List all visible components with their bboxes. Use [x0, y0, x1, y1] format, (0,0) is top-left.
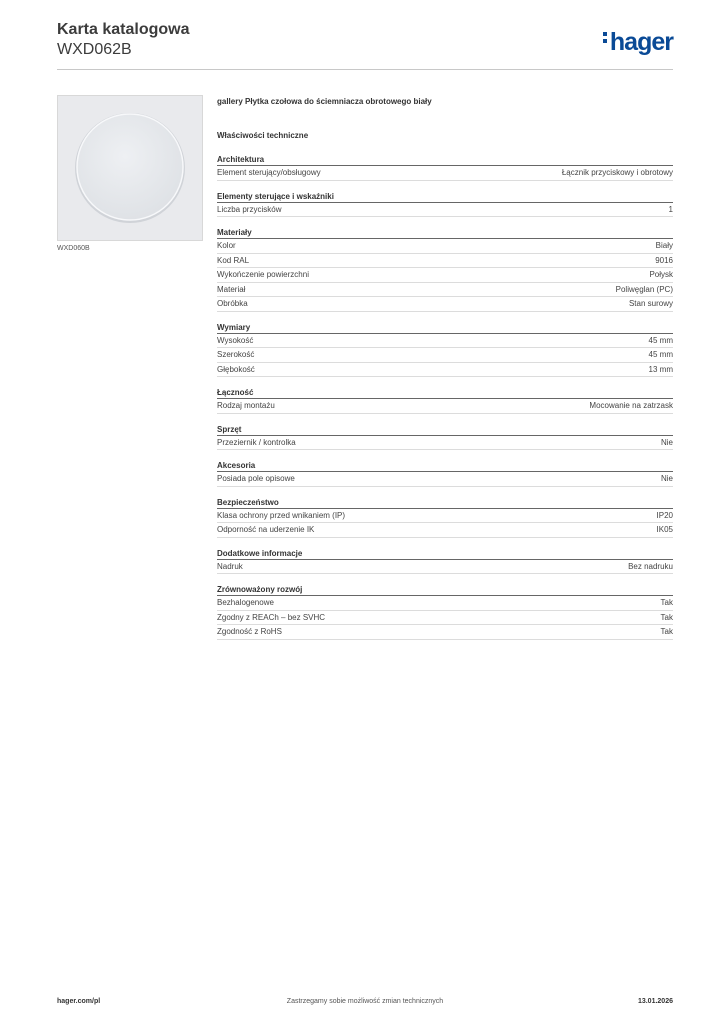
spec-label: Element sterujący/obsługowy	[217, 168, 321, 177]
section-title: Bezpieczeństwo	[217, 498, 673, 509]
spec-value: Nie	[660, 474, 673, 483]
spec-value: Połysk	[649, 270, 673, 279]
section-title: Wymiary	[217, 323, 673, 334]
section-title: Materiały	[217, 228, 673, 239]
spec-label: Materiał	[217, 284, 246, 294]
spec-row	[217, 596, 673, 611]
spec-row	[217, 363, 673, 378]
spec-value: Stan surowy	[628, 299, 673, 308]
spec-label: Wysokość	[217, 335, 254, 345]
spec-sections	[217, 155, 673, 640]
spec-value: Mocowanie na zatrzask	[589, 401, 673, 410]
section-title: Akcesoria	[217, 461, 673, 472]
spec-row	[217, 560, 673, 575]
spec-row	[217, 166, 673, 181]
spec-section	[217, 498, 673, 538]
spec-section	[217, 585, 673, 640]
spec-row	[217, 625, 673, 640]
product-image	[57, 95, 203, 241]
product-code: WXD062B	[57, 41, 132, 58]
spec-row	[217, 348, 673, 363]
section-title: Elementy sterujące i wskaźniki	[217, 192, 673, 203]
spec-value: IK05	[656, 525, 673, 534]
spec-section	[217, 549, 673, 575]
spec-row	[217, 399, 673, 414]
footer-date: 13.01.2026	[637, 998, 673, 1005]
spec-row	[217, 283, 673, 298]
document-title: Karta katalogowa	[57, 21, 190, 38]
spec-label: Zgodny z REACh – bez SVHC	[217, 612, 326, 622]
spec-content	[217, 96, 673, 640]
spec-label: Kolor	[217, 241, 236, 250]
section-title: Zrównoważony rozwój	[217, 585, 673, 596]
footer-disclaimer: Zastrzegamy sobie możliwość zmian technicznych	[286, 998, 444, 1005]
spec-value: 45 mm	[648, 350, 673, 359]
spec-label: Zgodność z RoHS	[217, 627, 282, 636]
spec-row	[217, 334, 673, 349]
tech-properties-title: Właściwości techniczne	[217, 131, 309, 140]
spec-label: Przeziernik / kontrolka	[217, 437, 296, 447]
spec-value: Tak	[660, 612, 673, 622]
spec-value: Bez nadruku	[628, 561, 673, 571]
spec-value: 13 mm	[648, 364, 673, 374]
logo-dots-icon	[603, 32, 608, 46]
spec-section	[217, 388, 673, 414]
spec-value: 45 mm	[648, 335, 673, 345]
spec-value: Poliwęglan (PC)	[615, 284, 673, 294]
spec-row	[217, 268, 673, 283]
section-title: Sprzęt	[217, 425, 673, 436]
spec-value: Tak	[660, 627, 673, 636]
spec-label: Rodzaj montażu	[217, 401, 275, 410]
document-header	[57, 20, 673, 70]
spec-value: Biały	[655, 241, 673, 250]
spec-value: 9016	[655, 255, 673, 265]
image-caption: WXD060B	[57, 245, 90, 252]
spec-label: Obróbka	[217, 299, 248, 308]
footer-website: hager.com/pl	[57, 998, 101, 1005]
section-title: Łączność	[217, 388, 673, 399]
spec-label: Kod RAL	[217, 255, 250, 265]
spec-value: Łącznik przyciskowy i obrotowy	[561, 168, 673, 177]
spec-value: 1	[668, 204, 673, 214]
spec-value: IP20	[656, 510, 673, 520]
spec-section	[217, 228, 673, 312]
spec-section	[217, 425, 673, 451]
spec-row	[217, 523, 673, 538]
spec-value: Tak	[660, 598, 673, 607]
spec-row	[217, 509, 673, 524]
spec-label: Klasa ochrony przed wnikaniem (IP)	[217, 510, 346, 520]
spec-row	[217, 254, 673, 269]
spec-row	[217, 203, 673, 218]
dimmer-plate-illustration	[58, 96, 202, 240]
spec-row	[217, 436, 673, 451]
spec-section	[217, 323, 673, 378]
spec-label: Odporność na uderzenie IK	[217, 525, 315, 534]
product-description: gallery Płytka czołowa do ściemniacza obrotowego biały	[217, 97, 432, 106]
spec-row	[217, 239, 673, 254]
spec-section	[217, 192, 673, 218]
spec-label: Bezhalogenowe	[217, 598, 274, 607]
spec-label: Nadruk	[217, 561, 243, 571]
hager-logo	[603, 28, 673, 57]
spec-label: Głębokość	[217, 364, 255, 374]
spec-label: Liczba przycisków	[217, 204, 282, 214]
spec-section	[217, 461, 673, 487]
logo-text: hager	[609, 28, 673, 56]
spec-label: Szerokość	[217, 350, 255, 359]
section-title: Architektura	[217, 155, 673, 166]
spec-label: Posiada pole opisowe	[217, 474, 295, 483]
spec-row	[217, 472, 673, 487]
spec-section	[217, 155, 673, 181]
section-title: Dodatkowe informacje	[217, 549, 673, 560]
spec-row	[217, 611, 673, 626]
spec-label: Wykończenie powierzchni	[217, 270, 309, 279]
spec-row	[217, 297, 673, 312]
spec-value: Nie	[660, 437, 673, 447]
